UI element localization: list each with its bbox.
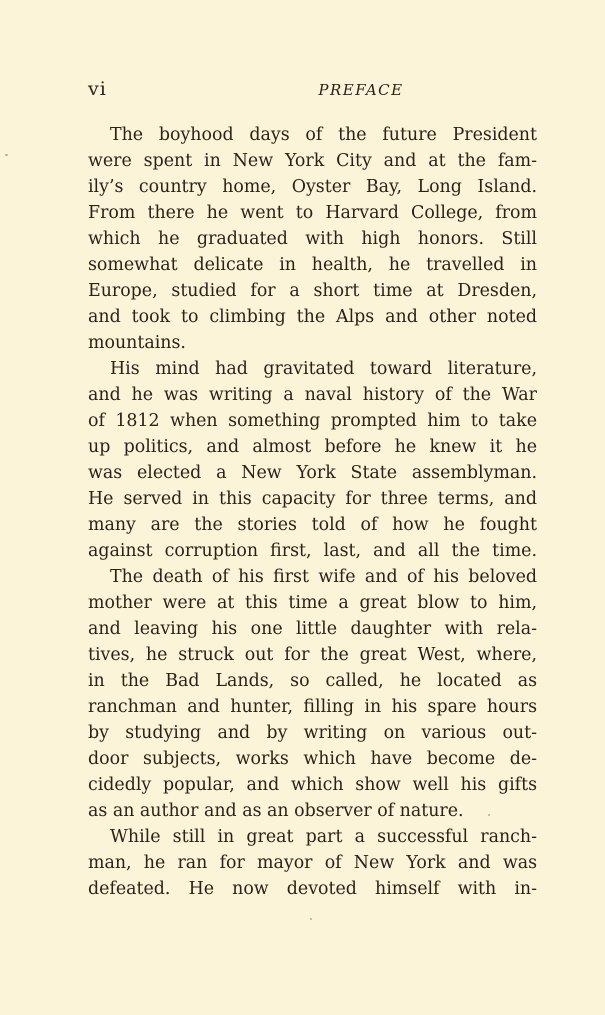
text-line: as an author and as an observer of nature. bbox=[88, 801, 464, 821]
text-line: Europe, studied for a short time at Dresden, bbox=[88, 281, 537, 301]
running-title: PREFACE bbox=[318, 81, 404, 99]
text-line: against corruption first, last, and all the time. bbox=[88, 541, 537, 561]
text-line: somewhat delicate in health, he travelled in bbox=[88, 255, 537, 275]
text-line: door subjects, works which have become de- bbox=[88, 749, 537, 769]
text-line: defeated. He now devoted himself with in- bbox=[88, 879, 537, 899]
text-line: From there he went to Harvard College, from bbox=[88, 203, 537, 223]
text-line: and took to climbing the Alps and other noted bbox=[88, 307, 537, 327]
text-line: While still in great part a successful ranch- bbox=[110, 827, 537, 847]
text-line: ily’s country home, Oyster Bay, Long Island. bbox=[88, 177, 537, 197]
text-line: and he was writing a naval history of the War bbox=[88, 385, 537, 405]
text-line: which he graduated with high honors. Still bbox=[88, 229, 537, 249]
text-line: The death of his first wife and of his beloved bbox=[110, 567, 537, 587]
text-line: was elected a New York State assemblyman. bbox=[88, 463, 537, 483]
text-line: mountains. bbox=[88, 333, 186, 353]
text-line: ranchman and hunter, filling in his spare hours bbox=[88, 697, 537, 717]
text-line: were spent in New York City and at the fam- bbox=[88, 151, 537, 171]
text-line: and leaving his one little daughter with rela- bbox=[88, 619, 537, 639]
text-line: cidedly popular, and which show well his gifts bbox=[88, 775, 537, 795]
text-line: mother were at this time a great blow to him, bbox=[88, 593, 537, 613]
text-line: of 1812 when something prompted him to take bbox=[88, 411, 537, 431]
paper-speck bbox=[488, 814, 490, 816]
text-line: many are the stories told of how he fought bbox=[88, 515, 537, 535]
text-line: by studying and by writing on various out- bbox=[88, 723, 537, 743]
paper-speck bbox=[5, 154, 8, 156]
text-line: tives, he struck out for the great West, where, bbox=[88, 645, 537, 665]
text-line: man, he ran for mayor of New York and was bbox=[88, 853, 537, 873]
paper-speck bbox=[310, 918, 312, 920]
page-header bbox=[88, 78, 538, 104]
text-line: The boyhood days of the future President bbox=[110, 125, 537, 145]
text-line: His mind had gravitated toward literature, bbox=[110, 359, 537, 379]
text-line: up politics, and almost before he knew it he bbox=[88, 437, 537, 457]
text-line: in the Bad Lands, so called, he located as bbox=[88, 671, 537, 691]
text-line: He served in this capacity for three terms, and bbox=[88, 489, 537, 509]
page-number: vi bbox=[88, 78, 107, 100]
